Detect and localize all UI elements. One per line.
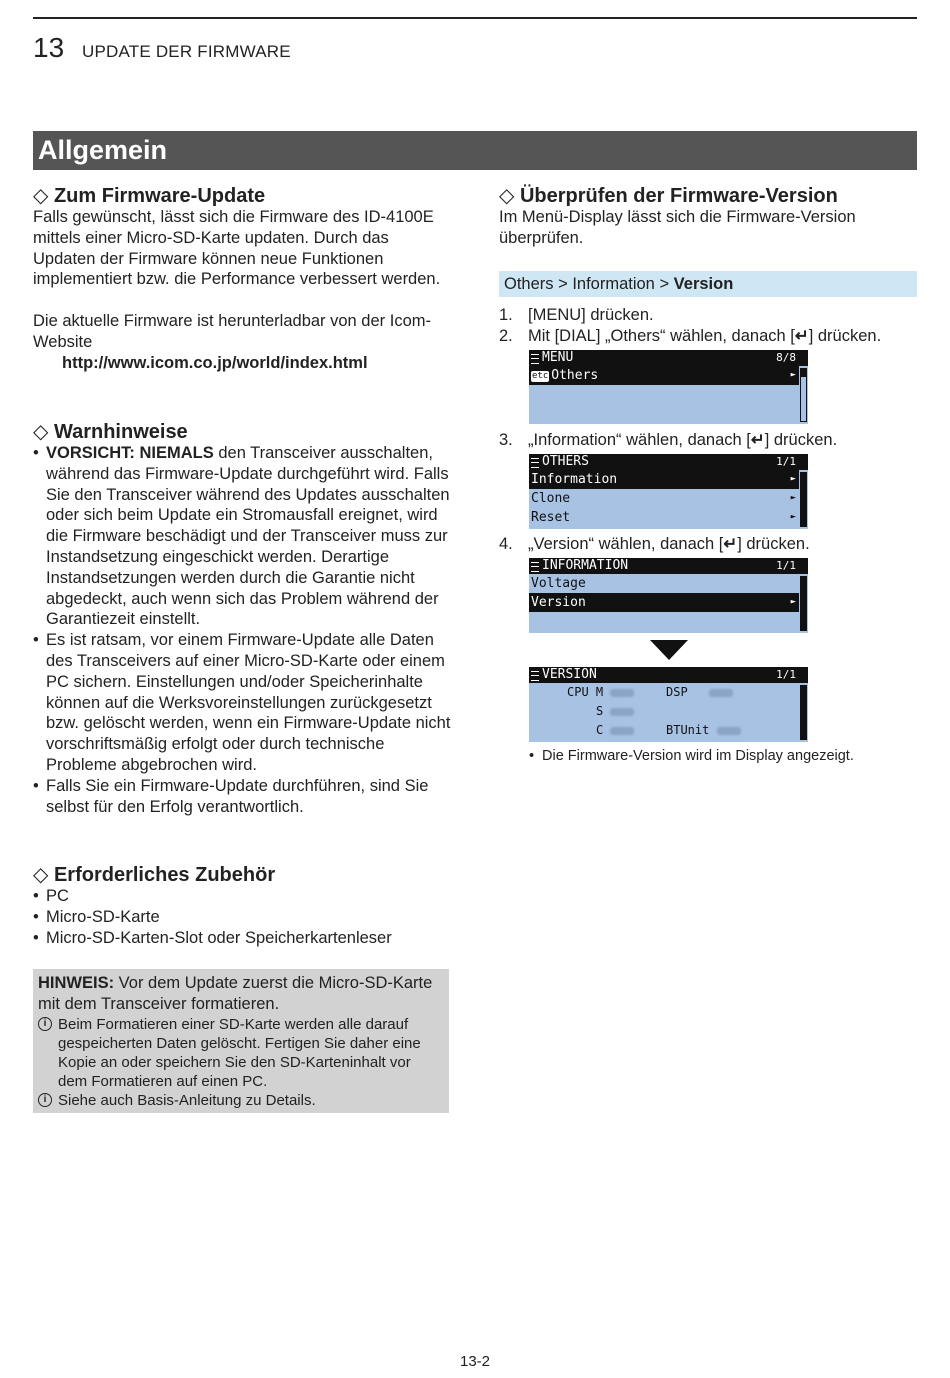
lcd-row-voltage: Voltage (531, 576, 586, 591)
accessory-item: • Micro-SD-Karte (33, 907, 453, 928)
lcd-title-bar: MENU 8/8 (529, 350, 808, 366)
info-icon: i (38, 1017, 52, 1031)
section-warnings (33, 421, 453, 817)
lcd-title-bar: INFORMATION 1/1 (529, 558, 808, 574)
heading-accessories: ◇ Erforderliches Zubehör (33, 864, 276, 886)
version-dsp: DSP (666, 685, 733, 699)
arrow-right-icon: ► (790, 370, 796, 380)
lcd-scrollbar (800, 472, 807, 527)
diamond-icon: ◇ (33, 185, 49, 207)
version-caption: • Die Firmware-Version wird im Display angezeigt. (529, 746, 917, 767)
diamond-icon: ◇ (499, 185, 515, 207)
step-item: 2. Mit [DIAL] „Others“ wählen, danach [↵] drücken. (499, 326, 882, 345)
lcd-scrollbar (800, 368, 807, 422)
version-btunit: BTUnit (666, 723, 741, 737)
step-item: 3. „Information“ wählen, danach [↵] drücken. (499, 431, 838, 449)
heading-warnings: ◇ Warnhinweise (33, 421, 188, 443)
heading-firmware-update: ◇ Zum Firmware-Update (33, 185, 266, 207)
firmware-update-paragraph: Falls gewünscht, lässt sich die Firmware des ID-4100E mittels einer Micro-SD-Karte updaten. Durch das Updaten der Firmware können neue Funktionen implementiert bzw. die Performance verbessert werden. (33, 208, 441, 289)
step-item: 4. „Version“ wählen, danach [↵] drücken. (499, 535, 810, 553)
arrow-right-icon: ► (790, 512, 796, 522)
chapter-title: UPDATE DER FIRMWARE (82, 42, 291, 61)
etc-icon: etc (532, 371, 549, 381)
page-number: 13-2 (459, 1353, 491, 1370)
note-item: i Siehe auch Basis-Anleitung zu Details. (38, 1091, 444, 1110)
section-accessories (33, 864, 453, 948)
arrow-right-icon: ► (790, 474, 796, 484)
step-item: 1. [MENU] drücken. (499, 306, 654, 324)
diamond-icon: ◇ (33, 864, 49, 886)
step-3 (499, 430, 917, 451)
download-paragraph: Die aktuelle Firmware ist herunterladbar von der Icom-Website (33, 312, 431, 351)
chapter-number: 13 (33, 32, 65, 63)
heading-check-version: ◇ Überprüfen der Firmware-Version (499, 185, 838, 207)
note-item: i Beim Formatieren einer SD-Karte werden alle darauf gespeicherten Daten gelöscht. Fertigen Sie daher eine Kopie an oder speichern Sie den SD-Karteninhalt vor dem Formatieren auf einen PC. (38, 1015, 444, 1092)
enter-key-icon: ↵ (794, 326, 809, 345)
menu-lines-icon (531, 671, 539, 681)
warning-item: • VORSICHT: NIEMALS den Transceiver ausschalten, während das Firmware-Update durchgeführt wird. Falls Sie den Transceiver während des Updates ausschalten oder sich beim Update ein Stromausfall ereignet, wird die Firmware beschädigt und der Transceiver muss zur Instandsetzung eingeschickt werden. Derartige Instandsetzungen werden durch die Garantie nicht abgedeckt, auch wenn sich das Problem während der Garantiezeit einstellt. (33, 443, 453, 630)
accessory-item: • Micro-SD-Karten-Slot oder Speicherkartenleser (33, 928, 453, 949)
note-box (33, 969, 449, 1113)
lcd-title-bar: OTHERS 1/1 (529, 454, 808, 470)
warning-item: • Es ist ratsam, vor einem Firmware-Update alle Daten des Transceivers auf einer Micro-SD-Karte oder einem PC sichern. Einstellungen und/oder Speicherinhalte können auf die Werksvoreinstellungen zurückgesetzt bzw. gelöscht werden, wenn ein Firmware-Update nicht vorschriftsmäßig erfolgt oder durch technische Probleme abgebrochen wird. (33, 630, 453, 776)
arrow-right-icon: ► (790, 493, 796, 503)
lcd-title-bar: VERSION 1/1 (529, 667, 808, 683)
lcd-row-others: etc Others ► (529, 366, 799, 385)
lcd-row-reset: Reset ► (531, 510, 796, 525)
version-c: C (596, 723, 634, 737)
icom-url-link[interactable]: http://www.icom.co.jp/world/index.html (62, 353, 368, 372)
header-rule (33, 17, 917, 19)
arrow-down-icon (650, 640, 688, 660)
enter-key-icon: ↵ (750, 431, 765, 449)
steps-1-2 (499, 305, 917, 347)
menu-lines-icon (531, 354, 539, 364)
lcd-row-information: Information ► (529, 470, 799, 489)
accessory-item: • PC (33, 886, 453, 907)
lcd-scrollbar (800, 576, 807, 631)
menu-path: Others > Information > Version (499, 271, 917, 297)
lcd-row-version: Version ► (529, 593, 799, 612)
lcd-menu-screen (529, 350, 808, 424)
check-version-intro: Im Menü-Display lässt sich die Firmware-Version überprüfen. (499, 208, 856, 247)
arrow-right-icon: ► (790, 597, 796, 607)
lcd-row-clone: Clone ► (531, 491, 796, 506)
warning-item: • Falls Sie ein Firmware-Update durchführen, sind Sie selbst für den Erfolg verantwortlich. (33, 776, 453, 818)
version-cpu-m: CPU M (567, 685, 634, 699)
lcd-scrollbar (800, 685, 807, 740)
section-check-version (499, 185, 917, 297)
info-icon: i (38, 1093, 52, 1107)
menu-lines-icon (531, 458, 539, 468)
section-banner: Allgemein (33, 131, 917, 170)
note-main: HINWEIS: Vor dem Update zuerst die Micro-SD-Karte mit dem Transceiver formatieren. (38, 974, 433, 1013)
menu-lines-icon (531, 562, 539, 572)
section-firmware-update (33, 185, 453, 374)
enter-key-icon: ↵ (723, 535, 738, 553)
diamond-icon: ◇ (33, 421, 49, 443)
lcd-information-screen (529, 558, 808, 633)
lcd-version-screen (529, 667, 808, 742)
version-s: S (596, 704, 634, 718)
lcd-others-screen (529, 454, 808, 529)
step-4 (499, 534, 917, 555)
